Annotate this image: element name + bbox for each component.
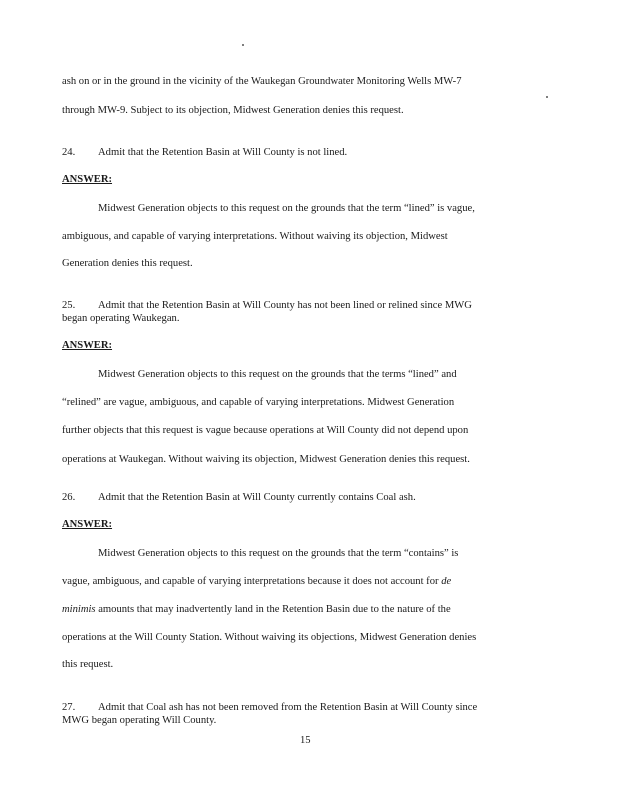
request-text: MWG began operating Will County. <box>62 715 217 726</box>
answer-line-text: amounts that may inadvertently land in the Retention Basin due to the nature of the <box>98 604 451 615</box>
answer-line: this request. <box>62 659 114 670</box>
answer-heading: ANSWER: <box>62 174 113 185</box>
answer-line: Midwest Generation objects to this request on the grounds that the term “lined” is vague, <box>98 203 475 214</box>
answer-line: Midwest Generation objects to this request on the grounds that the terms “lined” and <box>98 369 457 380</box>
answer-line: Midwest Generation objects to this request on the grounds that the term “contains” is <box>98 548 459 559</box>
request-number: 24. <box>62 147 76 158</box>
answer-line-text: vague, ambiguous, and capable of varying interpretations because it does not account for <box>62 576 439 587</box>
carry-over-line: through MW-9. Subject to its objection, Midwest Generation denies this request. <box>62 105 404 116</box>
latin-term: minimis <box>62 604 96 615</box>
answer-line <box>62 575 451 588</box>
answer-line <box>62 603 451 616</box>
request-number: 27. <box>62 702 76 713</box>
latin-term: de <box>441 576 452 587</box>
answer-line: operations at Waukegan. Without waiving its objection, Midwest Generation denies this request. <box>62 454 470 465</box>
carry-over-line: ash on or in the ground in the vicinity of the Waukegan Groundwater Monitoring Wells MW-7 <box>62 76 462 87</box>
request-text: began operating Waukegan. <box>62 313 180 324</box>
answer-heading: ANSWER: <box>62 340 113 351</box>
request-number: 25. <box>62 300 76 311</box>
request-text: Admit that the Retention Basin at Will County has not been lined or relined since MWG <box>98 300 472 311</box>
scan-speck <box>242 44 244 46</box>
answer-line: ambiguous, and capable of varying interpretations. Without waiving its objection, Midwest <box>62 231 448 242</box>
answer-line: “relined” are vague, ambiguous, and capable of varying interpretations. Midwest Generation <box>62 397 455 408</box>
request-number: 26. <box>62 492 76 503</box>
answer-line: operations at the Will County Station. Without waiving its objections, Midwest Generation denies <box>62 632 477 643</box>
request-text: Admit that Coal ash has not been removed from the Retention Basin at Will County since <box>98 702 478 713</box>
scan-speck <box>546 96 548 98</box>
request-text: Admit that the Retention Basin at Will County currently contains Coal ash. <box>98 492 416 503</box>
page-number: 15 <box>300 735 311 746</box>
request-text: Admit that the Retention Basin at Will County is not lined. <box>98 147 348 158</box>
answer-line: further objects that this request is vague because operations at Will County did not depend upon <box>62 425 469 436</box>
answer-line: Generation denies this request. <box>62 258 193 269</box>
answer-heading: ANSWER: <box>62 519 113 530</box>
